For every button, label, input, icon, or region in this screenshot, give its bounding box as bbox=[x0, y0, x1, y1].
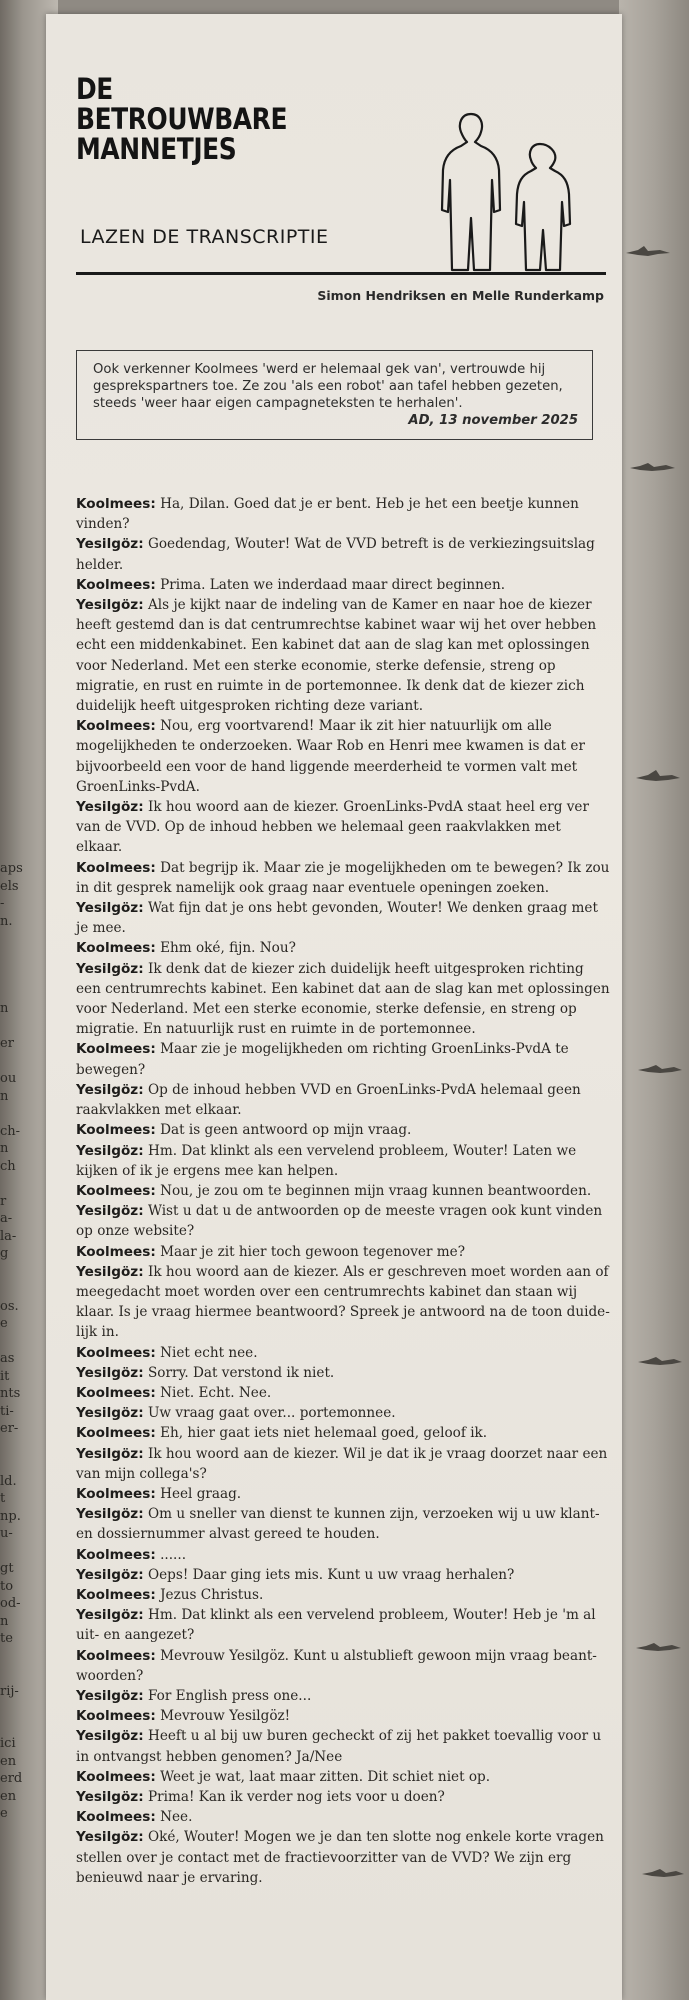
adjacent-fragment: er bbox=[0, 1036, 14, 1051]
speaker-text: Als je kijkt naar de indeling van de Kamer en naar hoe de kiezer heeft gestemd dan is dat centrumrechtse kabinet waar wij het over hebben echt een middenkabinet. Een kabinet dat aan de slag kan met oplossingen voor Nederland. Met een sterke economie, sterke defensie, streng op migratie, en rust en ruimte in de portemonnee. Ik denk dat de kiezer zich duidelijk heeft uitgesproken richting deze variant. bbox=[76, 597, 597, 715]
adjacent-fragment: erd bbox=[0, 1771, 23, 1786]
speaker-name: Koolmees: bbox=[76, 1041, 156, 1058]
transcript-line bbox=[76, 1423, 611, 1443]
speaker-name: Koolmees: bbox=[76, 859, 156, 876]
speaker-name: Koolmees: bbox=[76, 1708, 156, 1725]
speaker-name: Yesilgöz: bbox=[76, 1081, 144, 1098]
speaker-name: Yesilgöz: bbox=[76, 900, 144, 917]
speaker-name: Koolmees: bbox=[76, 1485, 156, 1502]
adjacent-fragment: n bbox=[0, 1141, 9, 1156]
transcript-line bbox=[76, 1201, 611, 1241]
adjacent-fragment bbox=[0, 1053, 50, 1071]
adjacent-fragment: en bbox=[0, 1788, 17, 1804]
speaker-name: Koolmees: bbox=[76, 1243, 156, 1260]
transcript-line bbox=[76, 1504, 611, 1544]
adjacent-fragment bbox=[0, 1438, 50, 1456]
speaker-name: Yesilgöz: bbox=[76, 1607, 144, 1624]
transcript-body bbox=[76, 494, 611, 1888]
speaker-text: Wat fijn dat je ons hebt gevonden, Wouter! We denken graag met je mee. bbox=[76, 900, 598, 937]
adjacent-fragment: it bbox=[0, 1368, 10, 1384]
adjacent-fragment: np. bbox=[0, 1508, 21, 1524]
adjacent-fragment bbox=[0, 1455, 50, 1473]
transcript-line bbox=[76, 1605, 611, 1645]
transcript-line bbox=[76, 494, 611, 534]
adjacent-fragment bbox=[0, 1648, 50, 1666]
speaker-name: Koolmees: bbox=[76, 1182, 156, 1199]
speaker-name: Yesilgöz: bbox=[76, 1829, 144, 1846]
adjacent-fragment: els bbox=[0, 878, 19, 894]
speaker-text: Dat is geen antwoord op mijn vraag. bbox=[155, 1122, 412, 1139]
transcript-line bbox=[76, 797, 611, 858]
transcript-line bbox=[76, 1484, 611, 1504]
adjacent-fragment: u- bbox=[0, 1526, 13, 1541]
bird-icon bbox=[640, 1866, 686, 1882]
bird-icon bbox=[634, 768, 682, 786]
speaker-text: Ik hou woord aan de kiezer. Wil je dat ik je vraag doorzet naar een van mijn collega's? bbox=[76, 1445, 608, 1482]
adjacent-fragment: er- bbox=[0, 1421, 19, 1436]
adjacent-fragment: ch- bbox=[0, 1123, 21, 1139]
speaker-text: Eh, hier gaat iets niet helemaal goed, geloof ik. bbox=[155, 1425, 488, 1442]
speaker-text: Ha, Dilan. Goed dat je er bent. Heb je het een beetje kunnen vinden? bbox=[76, 496, 579, 533]
transcript-line bbox=[76, 1545, 611, 1565]
speaker-text: Dat begrijp ik. Maar zie je mogelijkheden om te bewegen? Ik zou in dit gesprek namelijk ook graag naar eventuele openingen zoeken. bbox=[76, 859, 610, 896]
adjacent-fragment: e bbox=[0, 1806, 8, 1821]
intro-quote-box bbox=[76, 350, 593, 440]
speaker-name: Yesilgöz: bbox=[76, 799, 144, 816]
transcript-line bbox=[76, 1120, 611, 1140]
speaker-name: Yesilgöz: bbox=[76, 1789, 144, 1805]
transcript-line bbox=[76, 595, 611, 716]
speaker-text: Prima! Kan ik verder nog iets voor u doen? bbox=[143, 1789, 445, 1805]
adjacent-fragment: gt bbox=[0, 1561, 14, 1576]
two-men-silhouette-icon bbox=[436, 110, 586, 272]
adjacent-fragment: a- bbox=[0, 1211, 13, 1226]
adjacent-fragment: - bbox=[0, 896, 5, 911]
column-title bbox=[76, 74, 287, 164]
transcript-line bbox=[76, 1646, 611, 1686]
speaker-name: Yesilgöz: bbox=[76, 1263, 144, 1280]
adjacent-fragment: to bbox=[0, 1578, 14, 1594]
speaker-name: Koolmees: bbox=[76, 1546, 156, 1563]
adjacent-fragment: n. bbox=[0, 913, 13, 929]
adjacent-fragment: la- bbox=[0, 1228, 17, 1244]
speaker-text: ...... bbox=[155, 1546, 187, 1563]
adjacent-fragment bbox=[0, 1543, 50, 1561]
adjacent-page-right bbox=[619, 0, 689, 2000]
title-line: MANNETJES bbox=[76, 132, 237, 166]
transcript-line bbox=[76, 1686, 611, 1706]
adjacent-fragment: ou bbox=[0, 1071, 17, 1086]
adjacent-fragment bbox=[0, 1105, 50, 1123]
header-divider bbox=[76, 272, 606, 275]
speaker-name: Koolmees: bbox=[76, 1122, 156, 1139]
adjacent-fragment bbox=[0, 1665, 50, 1683]
adjacent-fragment: te bbox=[0, 1631, 13, 1646]
adjacent-fragment: nts bbox=[0, 1386, 21, 1401]
speaker-name: Yesilgöz: bbox=[76, 1364, 144, 1381]
adjacent-fragment bbox=[0, 1280, 50, 1298]
adjacent-fragment bbox=[0, 930, 50, 948]
speaker-text: Ik denk dat de kiezer zich duidelijk heeft uitgesproken richting een centrumrechts kabinet. Een kabinet dat aan de slag kan met oplossingen voor Nederland. Met een sterke economie, sterke defensie, en streng op migratie. En natuurlijk rust en ruimte in de portemonnee. bbox=[76, 960, 610, 1038]
newspaper-column bbox=[46, 14, 622, 2000]
speaker-text: Goedendag, Wouter! Wat de VVD betreft is de verkiezingsuitslag helder. bbox=[76, 536, 595, 573]
adjacent-fragment bbox=[0, 1175, 50, 1193]
bird-icon bbox=[624, 244, 674, 260]
speaker-name: Yesilgöz: bbox=[76, 1405, 144, 1422]
speaker-name: Koolmees: bbox=[76, 718, 156, 735]
byline: Simon Hendriksen en Melle Runderkamp bbox=[317, 288, 604, 303]
speaker-text: Heel graag. bbox=[155, 1485, 242, 1502]
speaker-name: Koolmees: bbox=[76, 1809, 156, 1826]
bird-icon bbox=[634, 1640, 684, 1656]
adjacent-fragment: en bbox=[0, 1753, 17, 1769]
speaker-text: Nou, erg voortvarend! Maar ik zit hier natuurlijk om alle mogelijkheden te onderzoeken. Waar Rob en Henri mee kwamen is dat er bijvoorbeeld een voor de hand liggende meerderheid te vormen valt met GroenLinks-PvdA. bbox=[76, 718, 585, 795]
adjacent-fragment: r bbox=[0, 1193, 7, 1209]
speaker-text: Maar je zit hier toch gewoon tegenover me? bbox=[155, 1243, 465, 1260]
transcript-line bbox=[76, 575, 611, 595]
transcript-line bbox=[76, 1706, 611, 1726]
quote-source: AD, 13 november 2025 bbox=[408, 413, 578, 428]
adjacent-fragment: ch bbox=[0, 1158, 16, 1174]
adjacent-fragment bbox=[0, 983, 50, 1001]
transcript-line bbox=[76, 938, 611, 958]
transcript-line bbox=[76, 1565, 611, 1585]
speaker-text: Uw vraag gaat over... portemonnee. bbox=[143, 1405, 396, 1422]
transcript-line bbox=[76, 1787, 611, 1807]
speaker-name: Koolmees: bbox=[76, 1384, 156, 1401]
transcript-line bbox=[76, 1343, 611, 1363]
transcript-line bbox=[76, 1363, 611, 1383]
speaker-text: Nou, je zou om te beginnen mijn vraag kunnen beantwoorden. bbox=[155, 1182, 592, 1199]
adjacent-fragment: ti- bbox=[0, 1403, 14, 1419]
adjacent-fragment: n bbox=[0, 1088, 9, 1104]
adjacent-fragment: ici bbox=[0, 1736, 16, 1751]
speaker-name: Yesilgöz: bbox=[76, 1728, 144, 1745]
speaker-name: Yesilgöz: bbox=[76, 1142, 144, 1159]
adjacent-fragment bbox=[0, 965, 50, 983]
speaker-text: Maar zie je mogelijkheden om richting GroenLinks-PvdA te bewegen? bbox=[76, 1041, 569, 1078]
speaker-text: Jezus Christus. bbox=[155, 1586, 264, 1603]
bird-icon bbox=[628, 460, 678, 476]
transcript-line bbox=[76, 1383, 611, 1403]
adjacent-fragment bbox=[0, 1718, 50, 1736]
title-line: DE bbox=[76, 72, 113, 106]
adjacent-fragment bbox=[0, 1018, 50, 1036]
adjacent-fragment: as bbox=[0, 1351, 15, 1366]
speaker-name: Yesilgöz: bbox=[76, 1566, 144, 1583]
transcript-line bbox=[76, 858, 611, 898]
speaker-name: Koolmees: bbox=[76, 940, 156, 957]
bird-icon bbox=[636, 1062, 684, 1078]
adjacent-fragment bbox=[0, 1263, 50, 1281]
column-subtitle: LAZEN DE TRANSCRIPTIE bbox=[80, 226, 329, 248]
speaker-text: For English press one... bbox=[143, 1687, 312, 1704]
transcript-line bbox=[76, 1262, 611, 1343]
transcript-line bbox=[76, 1585, 611, 1605]
speaker-text: Mevrouw Yesilgöz! bbox=[155, 1708, 291, 1725]
speaker-text: Nee. bbox=[155, 1809, 193, 1826]
adjacent-column-text bbox=[0, 860, 50, 1823]
speaker-text: Hm. Dat klinkt als een vervelend probleem, Wouter! Heb je 'm al uit- en aangezet? bbox=[76, 1607, 596, 1644]
speaker-text: Sorry. Dat verstond ik niet. bbox=[143, 1364, 335, 1381]
adjacent-fragment: ld. bbox=[0, 1473, 17, 1489]
adjacent-fragment: e bbox=[0, 1316, 8, 1331]
speaker-name: Koolmees: bbox=[76, 1647, 156, 1664]
speaker-text: Oké, Wouter! Mogen we je dan ten slotte nog enkele korte vragen stellen over je contact met de fractievoorzitter van de VVD? We zijn erg benieuwd naar je ervaring. bbox=[76, 1829, 604, 1886]
transcript-line bbox=[76, 1039, 611, 1079]
speaker-name: Yesilgöz: bbox=[76, 1445, 144, 1462]
speaker-name: Koolmees: bbox=[76, 1425, 156, 1442]
speaker-name: Yesilgöz: bbox=[76, 1506, 144, 1523]
speaker-name: Yesilgöz: bbox=[76, 1203, 144, 1220]
adjacent-fragment bbox=[0, 1333, 50, 1351]
transcript-line bbox=[76, 1403, 611, 1423]
speaker-name: Koolmees: bbox=[76, 1344, 156, 1361]
speaker-text: Oeps! Daar ging iets mis. Kunt u uw vraag herhalen? bbox=[143, 1566, 515, 1583]
speaker-text: Ik hou woord aan de kiezer. GroenLinks-PvdA staat heel erg ver van de VVD. Op de inhoud hebben we helemaal geen raakvlakken met elkaar. bbox=[76, 799, 589, 856]
transcript-line bbox=[76, 1444, 611, 1484]
adjacent-fragment: n bbox=[0, 1613, 9, 1629]
transcript-line bbox=[76, 1726, 611, 1766]
speaker-name: Yesilgöz: bbox=[76, 597, 144, 614]
adjacent-fragment: t bbox=[0, 1491, 6, 1506]
speaker-text: Om u sneller van dienst te kunnen zijn, verzoeken wij u uw klant- en dossiernummer alvast gereed te houden. bbox=[76, 1506, 600, 1543]
adjacent-fragment: od- bbox=[0, 1596, 21, 1611]
transcript-line bbox=[76, 1080, 611, 1120]
bird-icon bbox=[636, 1354, 684, 1370]
speaker-text: Op de inhoud hebben VVD en GroenLinks-PvdA helemaal geen raakvlakken met elkaar. bbox=[76, 1081, 581, 1119]
speaker-name: Yesilgöz: bbox=[76, 1687, 144, 1704]
speaker-name: Koolmees: bbox=[76, 1586, 156, 1603]
speaker-name: Koolmees: bbox=[76, 1768, 156, 1785]
transcript-line bbox=[76, 1141, 611, 1181]
speaker-text: Wist u dat u de antwoorden op de meeste vragen ook kunt vinden op onze website? bbox=[76, 1203, 603, 1240]
speaker-text: Niet echt nee. bbox=[155, 1344, 258, 1361]
adjacent-fragment: os. bbox=[0, 1298, 19, 1314]
adjacent-fragment bbox=[0, 1700, 50, 1718]
transcript-line bbox=[76, 1827, 611, 1888]
adjacent-fragment: rij- bbox=[0, 1683, 19, 1699]
transcript-line bbox=[76, 534, 611, 574]
speaker-name: Koolmees: bbox=[76, 576, 156, 593]
transcript-line bbox=[76, 1767, 611, 1787]
adjacent-fragment: g bbox=[0, 1246, 9, 1261]
adjacent-fragment: n bbox=[0, 1001, 9, 1016]
speaker-text: Heeft u al bij uw buren gecheckt of zij het pakket toevallig voor u in ontvangst hebben genomen? Ja/Nee bbox=[76, 1728, 602, 1765]
speaker-name: Koolmees: bbox=[76, 496, 156, 512]
speaker-text: Ehm oké, fijn. Nou? bbox=[155, 940, 296, 957]
speaker-text: Weet je wat, laat maar zitten. Dit schiet niet op. bbox=[155, 1768, 491, 1785]
transcript-line bbox=[76, 898, 611, 938]
speaker-text: Niet. Echt. Nee. bbox=[155, 1384, 272, 1401]
speaker-text: Ik hou woord aan de kiezer. Als er geschreven moet worden aan of meegedacht moet worden over een centrumrechts kabinet dan staan wij klaar. Is je vraag hiermee beantwoord? Spreek je antwoord na de toon duide-lijk in. bbox=[76, 1263, 610, 1341]
speaker-text: Hm. Dat klinkt als een vervelend probleem, Wouter! Laten we kijken of ik je ergens mee kan helpen. bbox=[76, 1142, 577, 1179]
transcript-line bbox=[76, 959, 611, 1040]
speaker-text: Mevrouw Yesilgöz. Kunt u alstublieft gewoon mijn vraag beant-woorden? bbox=[76, 1647, 597, 1684]
speaker-name: Yesilgöz: bbox=[76, 960, 144, 977]
title-line: BETROUWBARE bbox=[76, 102, 288, 136]
speaker-name: Yesilgöz: bbox=[76, 536, 144, 553]
transcript-line bbox=[76, 1807, 611, 1827]
transcript-line bbox=[76, 1181, 611, 1201]
quote-text: Ook verkenner Koolmees 'werd er helemaal gek van', vertrouwde hij gesprekspartners toe. Ze zou 'als een robot' aan tafel hebben gezeten, steeds 'weer haar eigen campagneteksten te herhalen'. bbox=[93, 362, 563, 411]
adjacent-fragment: aps bbox=[0, 861, 23, 876]
speaker-text: Prima. Laten we inderdaad maar direct beginnen. bbox=[155, 576, 506, 593]
transcript-line bbox=[76, 1242, 611, 1262]
adjacent-fragment bbox=[0, 948, 50, 966]
transcript-line bbox=[76, 716, 611, 797]
